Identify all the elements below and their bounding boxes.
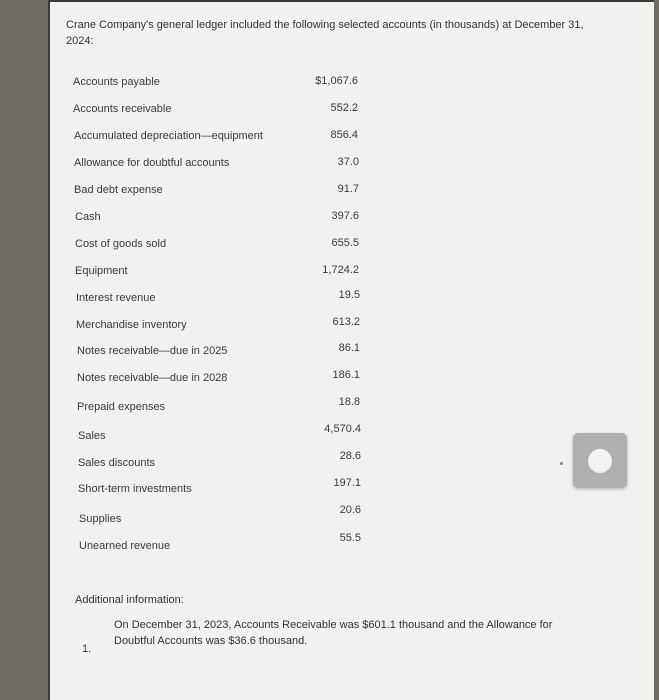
account-label: Allowance for doubtful accounts (74, 157, 230, 169)
account-value: 18.8 (338, 396, 360, 408)
account-label: Prepaid expenses (77, 401, 166, 413)
account-value: 91.7 (337, 183, 359, 195)
account-value: 20.6 (339, 504, 361, 516)
account-value: 552.2 (330, 102, 358, 114)
account-value: 397.6 (331, 210, 359, 222)
note-text: On December 31, 2023, Accounts Receivable was $601.1 thousand and the Allowance for Doubtful Accounts was $36.6 thousand. (114, 619, 553, 647)
note-number: 1. (82, 643, 92, 655)
account-label: Unearned revenue (79, 540, 171, 552)
account-value: 856.4 (330, 129, 358, 141)
account-label: Short-term investments (78, 483, 192, 495)
account-value: 613.2 (332, 316, 360, 328)
intro-text: Crane Company's general ledger included the following selected accounts (in thousands) at December 31, 2024: (66, 19, 584, 47)
additional-info-heading: Additional information: (75, 594, 184, 606)
account-value: $1,067.6 (315, 75, 358, 87)
account-value: 28.6 (339, 450, 361, 462)
account-label: Merchandise inventory (76, 319, 187, 331)
account-label: Sales (78, 430, 106, 442)
account-value: 197.1 (333, 477, 361, 489)
account-value: 655.5 (331, 237, 359, 249)
account-label: Notes receivable—due in 2025 (77, 345, 228, 357)
account-label: Sales discounts (78, 457, 156, 469)
account-label: Bad debt expense (74, 184, 163, 196)
account-label: Notes receivable—due in 2028 (77, 372, 228, 384)
account-value: 55.5 (339, 532, 361, 544)
account-value: 1,724.2 (322, 264, 359, 276)
account-label: Equipment (75, 265, 128, 277)
floating-action-button[interactable] (573, 433, 627, 488)
account-label: Supplies (79, 513, 122, 525)
account-label: Cash (75, 211, 101, 223)
account-label: Accounts receivable (73, 103, 172, 115)
account-label: Accumulated depreciation—equipment (74, 130, 263, 142)
account-label: Cost of goods sold (75, 238, 167, 250)
account-value: 186.1 (332, 369, 360, 381)
account-label: Accounts payable (73, 76, 160, 88)
document-page (48, 0, 654, 700)
account-value: 19.5 (338, 289, 360, 301)
account-value: 86.1 (338, 342, 360, 354)
account-value: 4,570.4 (324, 423, 361, 435)
account-label: Interest revenue (76, 292, 156, 304)
account-value: 37.0 (337, 156, 359, 168)
circle-icon (588, 449, 612, 473)
page-dot (560, 462, 563, 465)
